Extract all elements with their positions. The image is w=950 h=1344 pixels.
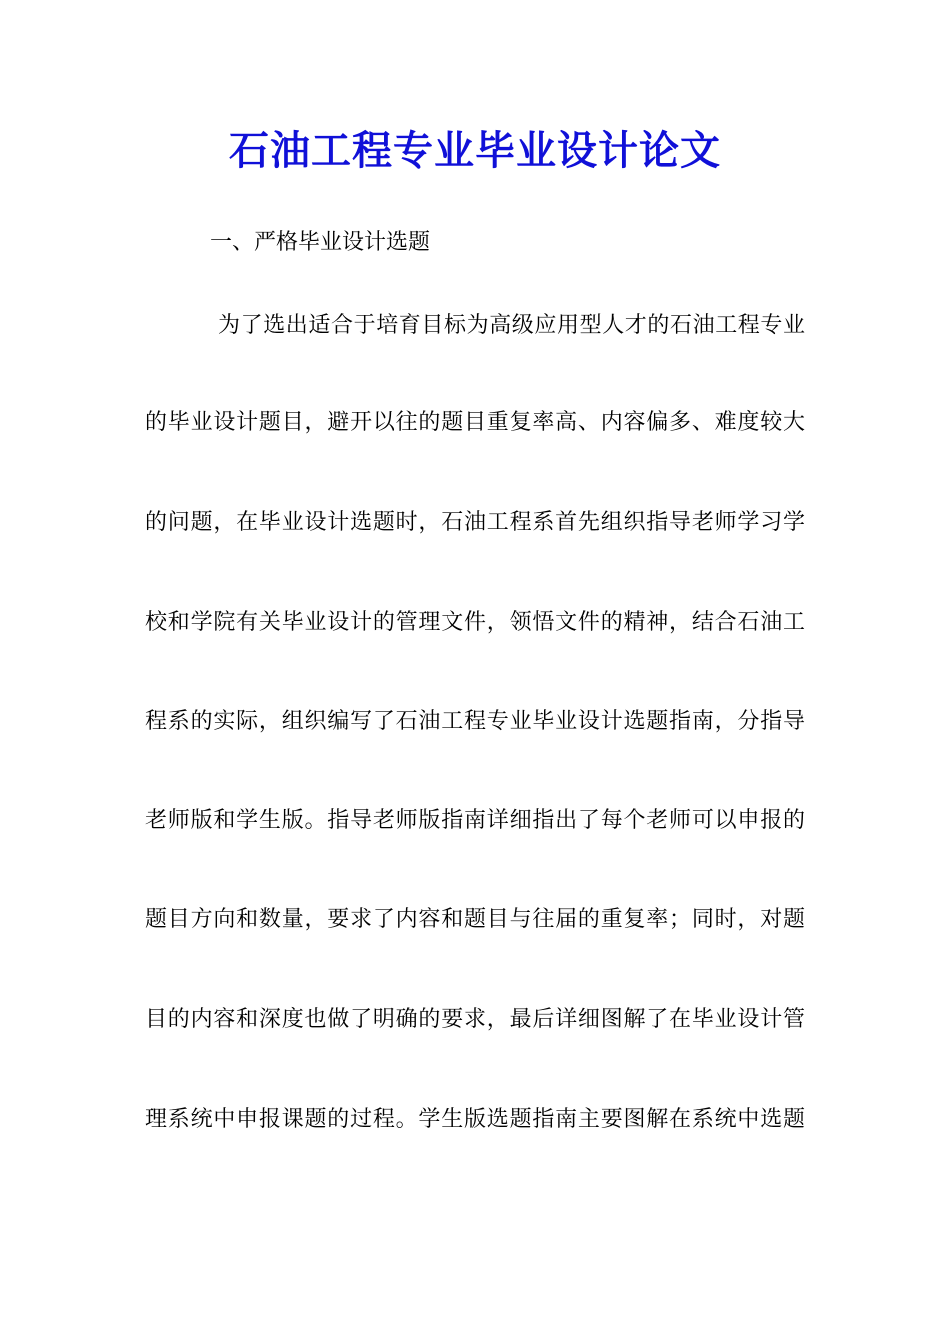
paragraph-line: 目的内容和深度也做了明确的要求，最后详细图解了在毕业设计管 [145,1007,805,1032]
paragraph-line: 的毕业设计题目，避开以往的题目重复率高、内容偏多、难度较大 [145,410,805,435]
paragraph-line: 理系统中申报课题的过程。学生版选题指南主要图解在系统中选题 [145,1107,805,1132]
document-title: 石油工程专业毕业设计论文 [229,127,721,174]
paragraph-line: 老师版和学生版。指导老师版指南详细指出了每个老师可以申报的 [145,808,805,833]
section-heading: 一、严格毕业设计选题 [210,230,431,255]
paragraph-line: 为了选出适合于培育目标为高级应用型人才的石油工程专业 [218,313,805,338]
paragraph-line: 题目方向和数量，要求了内容和题目与往届的重复率；同时，对题 [145,907,805,932]
paragraph-line: 的问题，在毕业设计选题时，石油工程系首先组织指导老师学习学 [145,510,805,535]
paragraph-line: 程系的实际，组织编写了石油工程专业毕业设计选题指南，分指导 [145,709,805,734]
paragraph-line: 校和学院有关毕业设计的管理文件，领悟文件的精神，结合石油工 [145,610,805,635]
